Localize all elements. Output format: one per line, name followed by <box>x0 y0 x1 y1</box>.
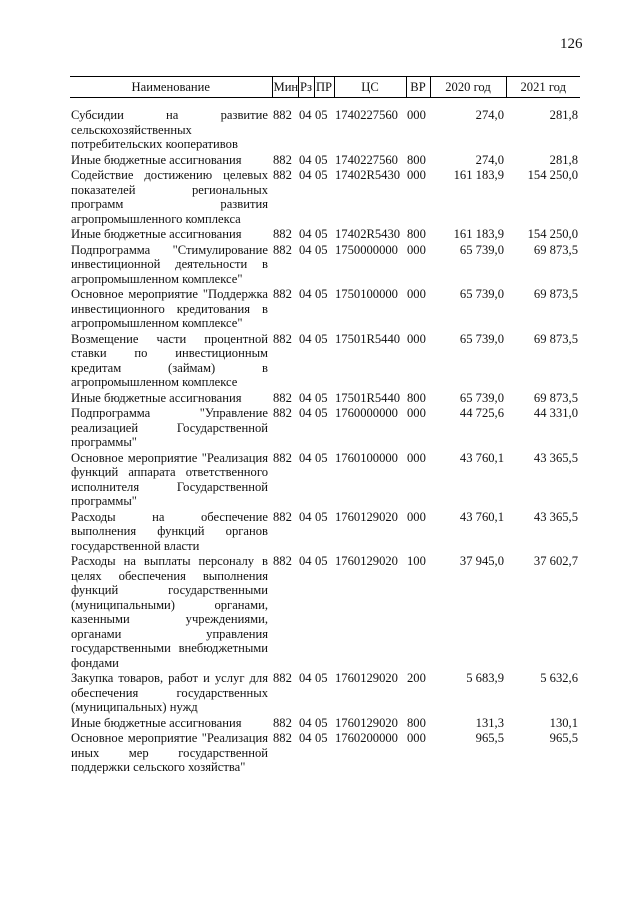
row-vr: 000 <box>407 509 426 524</box>
budget-table-container <box>70 76 580 776</box>
table-row <box>70 451 580 510</box>
row-vr: 000 <box>407 450 426 465</box>
row-pr: 05 <box>315 450 328 465</box>
row-amount-2020: 965,5 <box>475 731 504 745</box>
header-rz: Рз <box>298 77 314 98</box>
row-vr: 000 <box>407 331 426 346</box>
table-row <box>70 406 580 451</box>
header-pr: ПР <box>314 77 334 98</box>
row-cs: 17501R5440 <box>335 331 401 346</box>
row-amount-2021: 154 250,0 <box>527 227 578 241</box>
row-name: Подпрограмма "Стимулирование инвестиционной деятельности в агропромышленном комплексе" <box>71 242 268 286</box>
row-rz: 04 <box>299 390 312 405</box>
row-amount-2021: 69 873,5 <box>533 242 578 257</box>
row-cs: 17402R5430 <box>335 168 401 182</box>
row-cs: 1760100000 <box>335 450 398 465</box>
row-rz: 04 <box>299 671 312 685</box>
row-name: Иные бюджетные ассигнования <box>71 227 242 241</box>
row-vr: 000 <box>407 168 426 182</box>
row-pr: 05 <box>315 108 328 122</box>
row-name: Расходы на обеспечение выполнения функций органов государственной власти <box>71 509 268 553</box>
row-cs: 1760129020 <box>335 554 398 568</box>
row-name: Подпрограмма "Управление реализацией Государственной программы" <box>71 406 268 449</box>
row-vr: 000 <box>407 406 426 420</box>
row-amount-2020: 44 725,6 <box>459 406 504 420</box>
row-min: 882 <box>273 554 292 568</box>
row-cs: 1760129020 <box>335 509 398 524</box>
row-vr: 000 <box>407 287 426 301</box>
row-vr: 200 <box>407 671 426 685</box>
row-amount-2021: 69 873,5 <box>533 287 578 301</box>
row-amount-2020: 65 739,0 <box>459 331 504 346</box>
row-rz: 04 <box>299 406 312 420</box>
table-row <box>70 554 580 671</box>
header-name: Наименование <box>70 77 272 98</box>
row-name: Иные бюджетные ассигнования <box>71 715 242 730</box>
header-min: Мин <box>272 77 298 98</box>
row-pr: 05 <box>315 731 328 745</box>
row-cs: 1760200000 <box>335 731 398 745</box>
row-vr: 800 <box>407 390 426 405</box>
row-rz: 04 <box>299 287 312 301</box>
row-amount-2020: 65 739,0 <box>459 242 504 257</box>
row-vr: 800 <box>407 227 426 241</box>
row-amount-2021: 44 331,0 <box>533 406 578 420</box>
row-amount-2020: 274,0 <box>475 152 504 167</box>
table-row <box>70 731 580 776</box>
row-name: Иные бюджетные ассигнования <box>71 152 242 167</box>
row-pr: 05 <box>315 242 328 257</box>
row-amount-2020: 161 183,9 <box>453 168 504 182</box>
row-min: 882 <box>273 227 292 241</box>
row-name: Возмещение части процентной ставки по инвестиционным кредитам (займам) в агропромышленном комплексе <box>71 331 268 389</box>
table-row <box>70 671 580 716</box>
table-row <box>70 243 580 288</box>
row-rz: 04 <box>299 450 312 465</box>
row-cs: 17402R5430 <box>335 227 401 241</box>
row-vr: 000 <box>407 242 426 257</box>
row-min: 882 <box>273 242 292 257</box>
row-rz: 04 <box>299 168 312 182</box>
row-min: 882 <box>273 406 292 420</box>
row-name: Основное мероприятие "Поддержка инвестиционного кредитования в агропромышленном комплексе" <box>71 287 268 330</box>
row-cs: 1740227560 <box>335 152 398 167</box>
row-amount-2020: 65 739,0 <box>459 390 504 405</box>
page-number: 126 <box>560 36 583 52</box>
header-2020: 2020 год <box>430 77 506 98</box>
row-pr: 05 <box>315 331 328 346</box>
row-cs: 1760129020 <box>335 715 398 730</box>
row-name: Иные бюджетные ассигнования <box>71 390 242 405</box>
row-amount-2020: 161 183,9 <box>453 227 504 241</box>
row-amount-2020: 37 945,0 <box>459 554 504 568</box>
table-row <box>70 716 580 732</box>
row-rz: 04 <box>299 509 312 524</box>
row-min: 882 <box>273 331 292 346</box>
row-vr: 800 <box>407 715 426 730</box>
row-pr: 05 <box>315 509 328 524</box>
row-pr: 05 <box>315 168 328 182</box>
row-amount-2020: 274,0 <box>475 108 504 122</box>
row-name: Закупка товаров, работ и услуг для обеспечения государственных (муниципальных) нужд <box>71 671 268 714</box>
row-rz: 04 <box>299 331 312 346</box>
row-amount-2021: 281,8 <box>549 108 578 122</box>
table-row <box>70 287 580 332</box>
row-min: 882 <box>273 450 292 465</box>
row-amount-2020: 43 760,1 <box>459 509 504 524</box>
table-row <box>70 332 580 391</box>
table-row <box>70 510 580 555</box>
row-cs: 1760000000 <box>335 406 398 420</box>
row-amount-2021: 5 632,6 <box>540 671 578 685</box>
row-name: Содействие достижению целевых показателей региональных программ развития агропромышленного комплекса <box>71 168 268 226</box>
row-pr: 05 <box>315 390 328 405</box>
row-min: 882 <box>273 108 292 122</box>
row-rz: 04 <box>299 554 312 568</box>
row-rz: 04 <box>299 242 312 257</box>
row-vr: 800 <box>407 152 426 167</box>
row-name: Субсидии на развитие сельскохозяйственных потребительских кооперативов <box>71 108 268 151</box>
row-vr: 100 <box>407 554 426 568</box>
row-amount-2021: 69 873,5 <box>533 390 578 405</box>
row-rz: 04 <box>299 715 312 730</box>
row-amount-2021: 69 873,5 <box>533 331 578 346</box>
row-amount-2021: 965,5 <box>549 731 578 745</box>
row-amount-2021: 43 365,5 <box>533 509 578 524</box>
row-pr: 05 <box>315 554 328 568</box>
row-pr: 05 <box>315 287 328 301</box>
row-rz: 04 <box>299 152 312 167</box>
row-amount-2021: 130,1 <box>549 715 578 730</box>
row-min: 882 <box>273 715 292 730</box>
row-min: 882 <box>273 731 292 745</box>
row-amount-2021: 37 602,7 <box>533 554 578 568</box>
row-min: 882 <box>273 168 292 182</box>
row-cs: 17501R5440 <box>335 390 401 405</box>
table-row <box>70 153 580 169</box>
row-amount-2020: 43 760,1 <box>459 450 504 465</box>
row-amount-2021: 43 365,5 <box>533 450 578 465</box>
row-amount-2020: 65 739,0 <box>459 287 504 301</box>
row-amount-2020: 5 683,9 <box>466 671 504 685</box>
row-min: 882 <box>273 509 292 524</box>
budget-table <box>70 76 580 776</box>
row-pr: 05 <box>315 227 328 241</box>
row-min: 882 <box>273 287 292 301</box>
row-amount-2021: 154 250,0 <box>527 168 578 182</box>
row-rz: 04 <box>299 108 312 122</box>
table-row <box>70 227 580 243</box>
table-body <box>70 108 580 776</box>
row-name: Расходы на выплаты персоналу в целях обеспечения выполнения функций государственными (муниципальными) органами, казенными учреждениями, органами управления государственными внебюджетными фондами <box>71 554 268 670</box>
row-amount-2020: 131,3 <box>475 715 504 730</box>
row-name: Основное мероприятие "Реализация иных мер государственной поддержки сельского хозяйства" <box>71 731 268 774</box>
row-vr: 000 <box>407 731 426 745</box>
row-min: 882 <box>273 671 292 685</box>
row-cs: 1760129020 <box>335 671 398 685</box>
row-vr: 000 <box>407 108 426 122</box>
row-pr: 05 <box>315 715 328 730</box>
header-cs: ЦС <box>334 77 406 98</box>
row-min: 882 <box>273 152 292 167</box>
row-name: Основное мероприятие "Реализация функций аппарата ответственного исполнителя Государственной программы" <box>71 450 268 508</box>
row-pr: 05 <box>315 671 328 685</box>
row-pr: 05 <box>315 406 328 420</box>
row-cs: 1750000000 <box>335 242 398 257</box>
row-cs: 1750100000 <box>335 287 398 301</box>
row-pr: 05 <box>315 152 328 167</box>
table-row <box>70 391 580 407</box>
row-cs: 1740227560 <box>335 108 398 122</box>
row-rz: 04 <box>299 731 312 745</box>
row-min: 882 <box>273 390 292 405</box>
table-header <box>70 77 580 109</box>
table-row <box>70 108 580 153</box>
row-amount-2021: 281,8 <box>549 152 578 167</box>
header-vr: ВР <box>406 77 430 98</box>
header-2021: 2021 год <box>506 77 580 98</box>
row-rz: 04 <box>299 227 312 241</box>
table-row <box>70 168 580 227</box>
